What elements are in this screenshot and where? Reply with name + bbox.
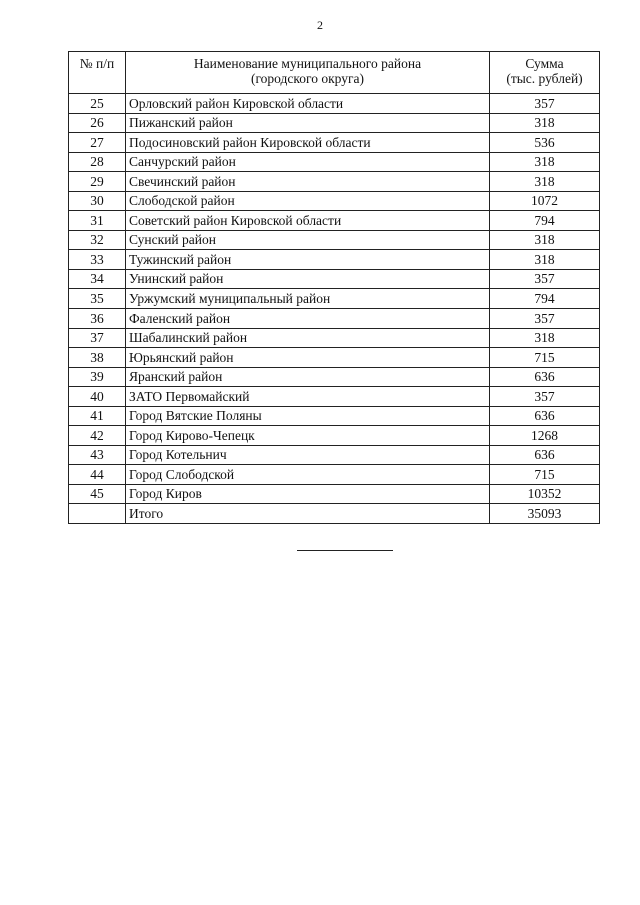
table-row <box>69 230 600 250</box>
row-sum: 318 <box>490 172 600 192</box>
row-number: 26 <box>69 113 126 133</box>
row-name: Юрьянский район <box>126 348 490 368</box>
table-row <box>69 94 600 114</box>
header-row <box>69 52 600 94</box>
header-sum-line1: Сумма <box>525 56 564 71</box>
row-sum: 357 <box>490 309 600 329</box>
row-name: Пижанский район <box>126 113 490 133</box>
row-name: Город Вятские Поляны <box>126 406 490 426</box>
table-row <box>69 348 600 368</box>
header-sum <box>490 52 600 94</box>
row-name: Санчурский район <box>126 152 490 172</box>
row-sum: 318 <box>490 113 600 133</box>
table-row <box>69 309 600 329</box>
table-row <box>69 172 600 192</box>
row-number: 42 <box>69 426 126 446</box>
row-sum: 715 <box>490 465 600 485</box>
table-header <box>69 52 600 94</box>
row-sum: 636 <box>490 445 600 465</box>
row-number: 44 <box>69 465 126 485</box>
row-number: 45 <box>69 484 126 504</box>
row-name: Город Кирово-Чепецк <box>126 426 490 446</box>
header-sum-line2: (тыс. рублей) <box>506 71 583 86</box>
row-sum: 636 <box>490 367 600 387</box>
row-name: Тужинский район <box>126 250 490 270</box>
row-sum: 636 <box>490 406 600 426</box>
row-name: Уржумский муниципальный район <box>126 289 490 309</box>
row-number: 39 <box>69 367 126 387</box>
row-name: Фаленский район <box>126 309 490 329</box>
row-sum: 318 <box>490 328 600 348</box>
row-sum: 357 <box>490 387 600 407</box>
table-row <box>69 269 600 289</box>
row-name: Город Слободской <box>126 465 490 485</box>
row-number: 31 <box>69 211 126 231</box>
table-row <box>69 289 600 309</box>
row-number: 38 <box>69 348 126 368</box>
row-number: 43 <box>69 445 126 465</box>
header-name <box>126 52 490 94</box>
table-row <box>69 211 600 231</box>
row-name: Советский район Кировской области <box>126 211 490 231</box>
row-number: 37 <box>69 328 126 348</box>
row-number: 25 <box>69 94 126 114</box>
total-row <box>69 504 600 524</box>
row-name: Слободской район <box>126 191 490 211</box>
header-number-label: № п/п <box>79 56 115 71</box>
row-sum: 357 <box>490 94 600 114</box>
row-number: 28 <box>69 152 126 172</box>
row-number: 29 <box>69 172 126 192</box>
table-row <box>69 113 600 133</box>
table-row <box>69 367 600 387</box>
row-name: Сунский район <box>126 230 490 250</box>
row-sum: 318 <box>490 152 600 172</box>
row-sum: 357 <box>490 269 600 289</box>
row-number: 30 <box>69 191 126 211</box>
row-name: Унинский район <box>126 269 490 289</box>
row-number: 36 <box>69 309 126 329</box>
allocation-table <box>68 51 600 524</box>
row-name: Подосиновский район Кировской области <box>126 133 490 153</box>
row-number: 34 <box>69 269 126 289</box>
header-name-line1: Наименование муниципального района <box>193 56 422 71</box>
header-name-line2: (городского округа) <box>250 71 365 86</box>
row-name: Орловский район Кировской области <box>126 94 490 114</box>
total-number <box>69 504 126 524</box>
end-separator-line <box>297 550 393 551</box>
table-body <box>69 94 600 524</box>
table-row <box>69 152 600 172</box>
row-sum: 10352 <box>490 484 600 504</box>
row-number: 27 <box>69 133 126 153</box>
row-name: Город Котельнич <box>126 445 490 465</box>
row-sum: 715 <box>490 348 600 368</box>
row-name: Яранский район <box>126 367 490 387</box>
table-row <box>69 133 600 153</box>
row-name: Город Киров <box>126 484 490 504</box>
row-number: 35 <box>69 289 126 309</box>
row-number: 40 <box>69 387 126 407</box>
row-sum: 318 <box>490 250 600 270</box>
row-sum: 1072 <box>490 191 600 211</box>
row-name: Свечинский район <box>126 172 490 192</box>
table-row <box>69 250 600 270</box>
table-row <box>69 406 600 426</box>
table-row <box>69 387 600 407</box>
table-row <box>69 328 600 348</box>
row-sum: 794 <box>490 211 600 231</box>
table-row <box>69 445 600 465</box>
total-sum: 35093 <box>490 504 600 524</box>
row-number: 33 <box>69 250 126 270</box>
table-row <box>69 465 600 485</box>
row-name: ЗАТО Первомайский <box>126 387 490 407</box>
row-name: Шабалинский район <box>126 328 490 348</box>
table-row <box>69 484 600 504</box>
row-number: 32 <box>69 230 126 250</box>
row-number: 41 <box>69 406 126 426</box>
header-number <box>69 52 126 94</box>
table-row <box>69 426 600 446</box>
table-row <box>69 191 600 211</box>
row-sum: 794 <box>490 289 600 309</box>
total-label: Итого <box>126 504 490 524</box>
page-number: 2 <box>317 18 323 32</box>
row-sum: 536 <box>490 133 600 153</box>
row-sum: 1268 <box>490 426 600 446</box>
row-sum: 318 <box>490 230 600 250</box>
